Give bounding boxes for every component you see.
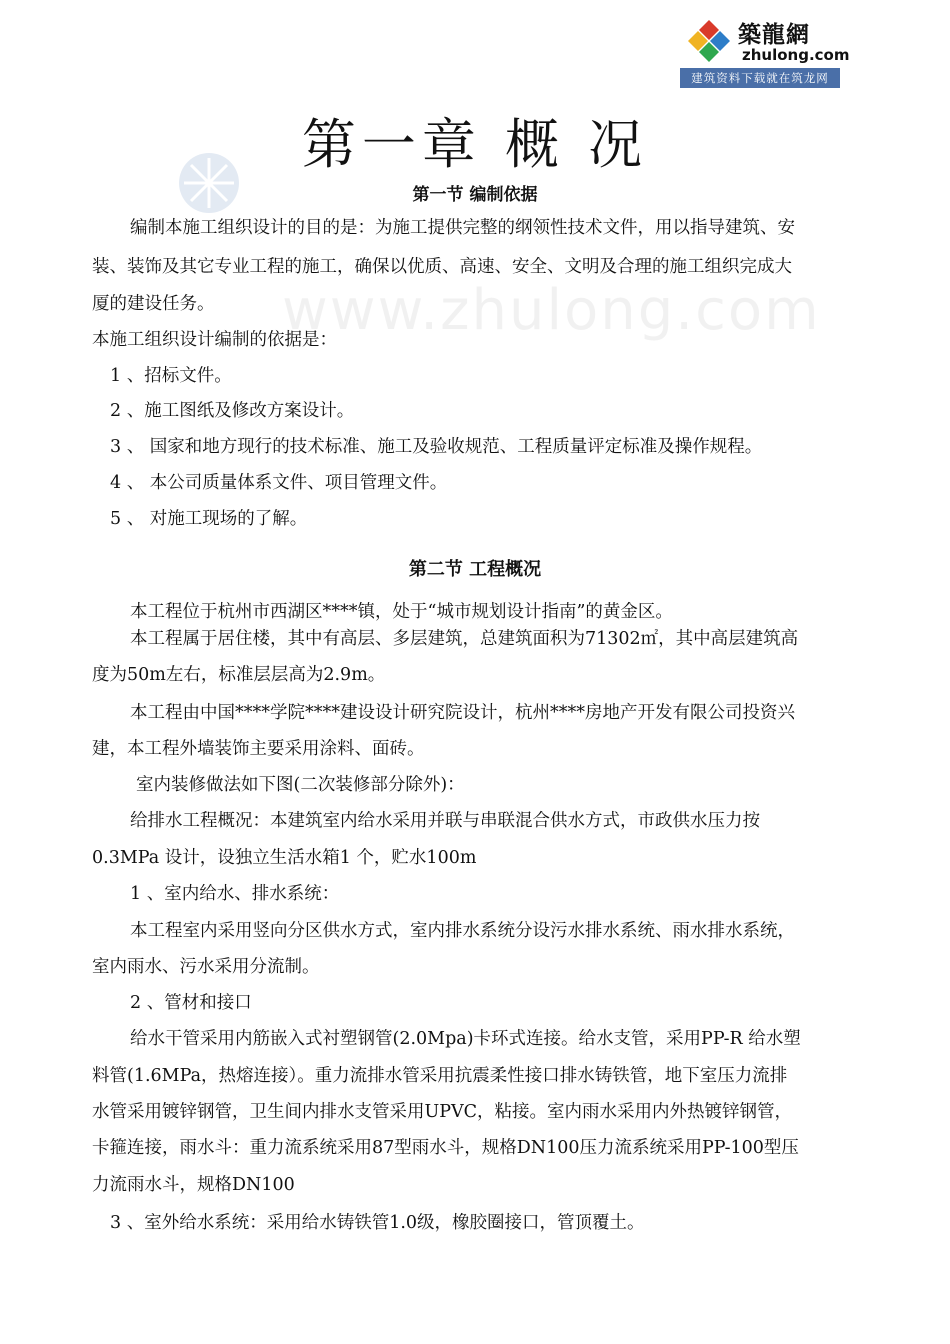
logo-tagline: 建筑资料下载就在筑龙网 (680, 68, 840, 88)
chapter-title: 第一章 概 况 (301, 113, 649, 176)
url-watermark: www.zhulong.com (282, 278, 821, 343)
section2-line: 建，本工程外墙装饰主要采用涂料、面砖。 (92, 739, 425, 759)
section2-line: 给水干管采用内筋嵌入式衬塑钢管(2.0Mpa)卡环式连接。给水支管，采用PP-R 给水塑 (130, 1029, 801, 1049)
section2-line: 室内雨水、污水采用分流制。 (92, 957, 320, 977)
section2-line: 力流雨水斗，规格DN100 (92, 1175, 295, 1195)
section2-line: 室内装修做法如下图(二次装修部分除外)： (136, 775, 465, 795)
section2-line: 本工程位于杭州市西湖区****镇，处于“城市规划设计指南”的黄金区。 (130, 602, 673, 622)
section1-title: 第一节 编制依据 (412, 185, 538, 205)
section2-line: 本工程室内采用竖向分区供水方式，室内排水系统分设污水排水系统、雨水排水系统， (130, 921, 795, 941)
logo-top (680, 12, 850, 68)
section1-paragraph-line: 厦的建设任务。 (92, 294, 215, 314)
section2-line: 3 、室外给水系统：采用给水铸铁管1.0级，橡胶圈接口，管顶覆土。 (110, 1213, 645, 1233)
section2-line: 水管采用镀锌钢管，卫生间内排水支管采用UPVC，粘接。室内雨水采用内外热镀锌钢管， (92, 1102, 793, 1122)
basis-list-item: 4 、 本公司质量体系文件、项目管理文件。 (110, 473, 448, 493)
section1-paragraph-line: 装、装饰及其它专业工程的施工，确保以优质、高速、安全、文明及合理的施工组织完成大 (92, 257, 792, 277)
basis-intro: 本施工组织设计编制的依据是： (92, 330, 337, 350)
section2-line: 度为50m左右，标准层层高为2.9m。 (92, 665, 386, 685)
logo-domain: zhulong.com (742, 46, 850, 64)
section2-line: 0.3MPa 设计，设独立生活水箱1 个，贮水100m (92, 848, 477, 868)
section2-line: 本工程由中国****学院****建设设计研究院设计，杭州****房地产开发有限公司投资兴 (130, 703, 795, 723)
basis-list-item: 5 、 对施工现场的了解。 (110, 509, 308, 529)
section2-line: 给排水工程概况：本建筑室内给水采用并联与串联混合供水方式，市政供水压力按 (130, 811, 760, 831)
zhulong-logo (680, 12, 850, 88)
section2-line: 本工程属于居住楼，其中有高层、多层建筑，总建筑面积为71302㎡，其中高层建筑高 (130, 629, 799, 649)
basis-list-item: 3 、 国家和地方现行的技术标准、施工及验收规范、工程质量评定标准及操作规程。 (110, 437, 763, 457)
section1-paragraph-line: 编制本施工组织设计的目的是：为施工提供完整的纲领性技术文件，用以指导建筑、安 (130, 218, 795, 238)
section2-line: 1 、室内给水、排水系统： (130, 884, 340, 904)
logo-brand: 築龍網 (738, 21, 810, 48)
logo-mark-icon (684, 16, 734, 66)
section2-line: 2 、管材和接口 (130, 993, 252, 1013)
section2-line: 卡箍连接，雨水斗：重力流系统采用87型雨水斗，规格DN100压力流系统采用PP-100型压 (92, 1138, 799, 1158)
basis-list-item: 2 、施工图纸及修改方案设计。 (110, 401, 355, 421)
basis-list-item: 1 、招标文件。 (110, 366, 232, 386)
section2-title: 第二节 工程概况 (408, 559, 542, 580)
section2-line: 料管(1.6MPa，热熔连接）。重力流排水管采用抗震柔性接口排水铸铁管，地下室压力流排 (92, 1066, 788, 1086)
